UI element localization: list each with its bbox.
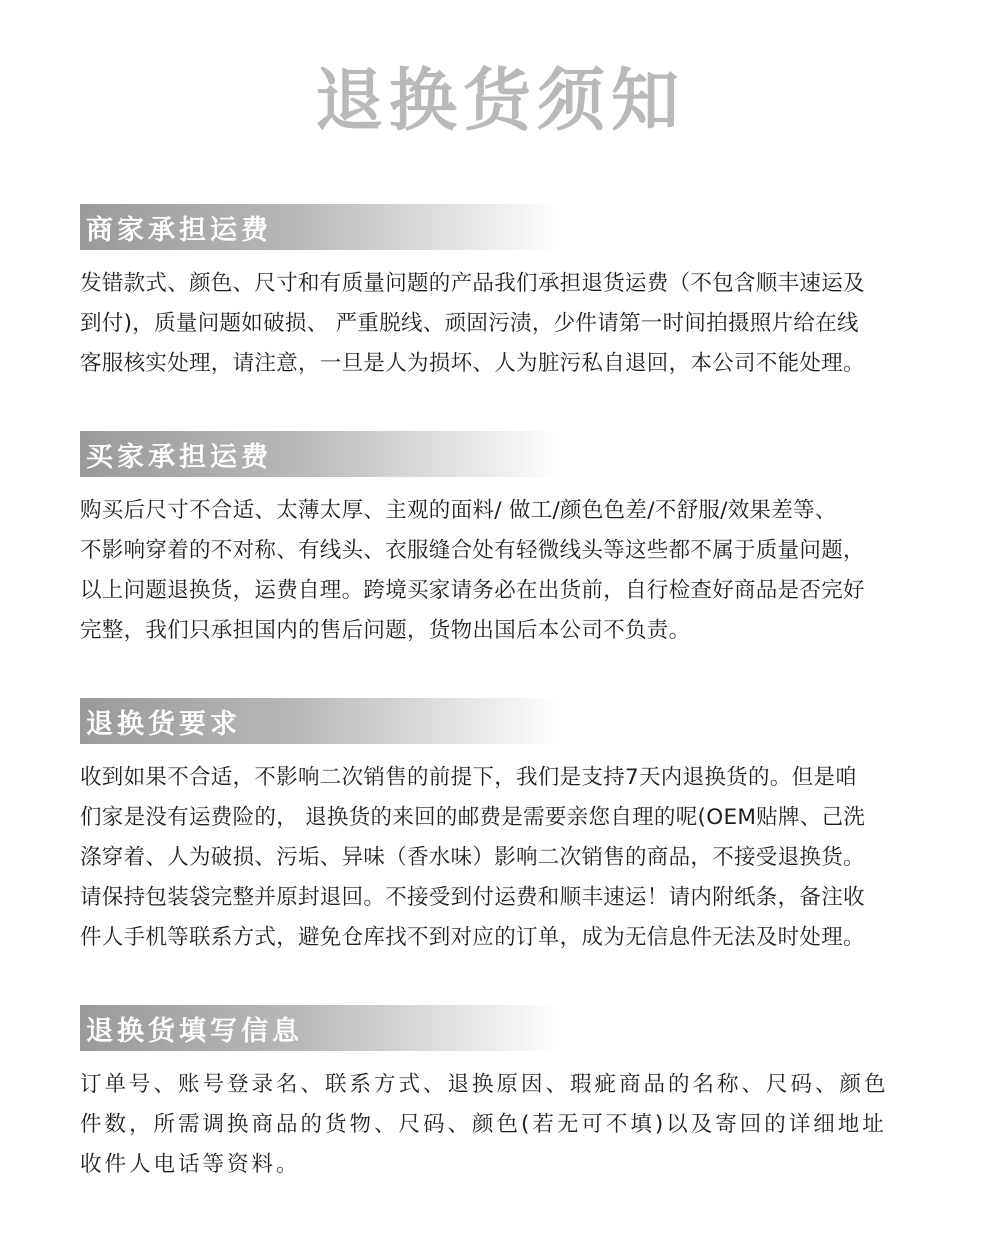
section-body <box>80 1065 940 1185</box>
body-line: 件数，所需调换商品的货物、尺码、颜色(若无可不填)以及寄回的详细地址 <box>80 1112 887 1137</box>
section-body <box>80 264 940 384</box>
section-merchant-shipping <box>80 204 940 384</box>
page-title: 退换货须知 <box>314 62 685 141</box>
section-header <box>80 431 560 477</box>
body-line: 客服核实处理，请注意，一旦是人为损坏、人为脏污私自退回，本公司不能处理。 <box>80 351 865 376</box>
section-return-requirements <box>80 698 940 958</box>
section-heading: 商家承担运费 <box>86 214 272 246</box>
section-heading: 退换货填写信息 <box>86 1015 303 1047</box>
section-buyer-shipping <box>80 431 940 651</box>
body-line: 件人手机等联系方式，避免仓库找不到对应的订单，成为无信息件无法及时处理。 <box>80 925 865 950</box>
section-return-info <box>80 1005 940 1185</box>
body-line: 不影响穿着的不对称、有线头、衣服缝合处有轻微线头等这些都不属于质量问题， <box>80 538 865 563</box>
body-line: 订单号、账号登录名、联系方式、退换原因、瑕疵商品的名称、尺码、颜色 <box>80 1072 889 1097</box>
body-line: 完整，我们只承担国内的售后问题，货物出国后本公司不负责。 <box>80 618 691 643</box>
section-header <box>80 698 560 744</box>
section-header <box>80 1005 560 1051</box>
body-line: 请保持包装袋完整并原封退回。不接受到付运费和顺丰速运！请内附纸条，备注收 <box>80 885 865 910</box>
body-line: 涤穿着、人为破损、污垢、异味（香水味）影响二次销售的商品，不接受退换货。 <box>80 845 865 870</box>
body-line: 发错款式、颜色、尺寸和有质量问题的产品我们承担退货运费（不包含顺丰速运及 <box>80 271 865 296</box>
body-line: 购买后尺寸不合适、太薄太厚、主观的面料/ 做工/颜色色差/不舒服/效果差等、 <box>80 498 837 523</box>
body-line: 收到如果不合适，不影响二次销售的前提下，我们是支持7天内退换货的。但是咱 <box>80 765 857 790</box>
body-line: 们家是没有运费险的， 退换货的来回的邮费是需要亲您自理的呢(OEM贴牌、己洗 <box>80 805 866 830</box>
section-body <box>80 758 940 958</box>
section-heading: 退换货要求 <box>86 708 241 740</box>
section-body <box>80 491 940 651</box>
section-heading: 买家承担运费 <box>86 441 272 473</box>
body-line: 收件人电话等资料。 <box>80 1152 301 1177</box>
body-line: 到付)，质量问题如破损、 严重脱线、顽固污渍，少件请第一时间拍摄照片给在线 <box>80 311 859 336</box>
body-line: 以上问题退换货，运费自理。跨境买家请务必在出货前，自行检查好商品是否完好 <box>80 578 865 603</box>
section-header <box>80 204 560 250</box>
